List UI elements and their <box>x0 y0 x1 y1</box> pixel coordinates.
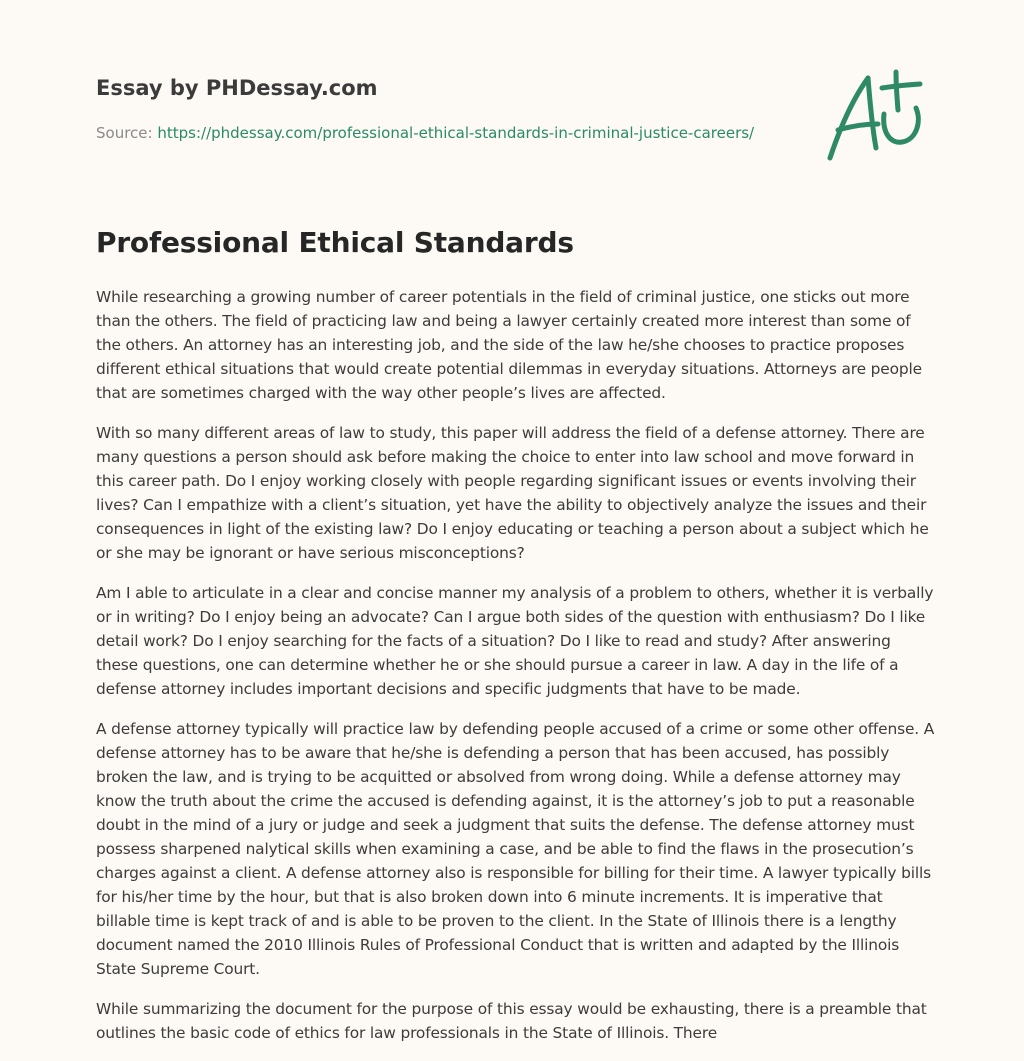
essay-paragraph: While researching a growing number of career potentials in the field of criminal justice, one sticks out more than the others. The field of practicing law and being a lawyer certainly created more interest than some of the others. An attorney has an interesting job, and the side of the law he/she chooses to practice proposes different ethical situations that would create potential dilemmas in everyday situations. Attorneys are people that are sometimes charged with the way other people’s lives are affected. <box>96 288 922 402</box>
essay-body <box>96 285 936 1061</box>
source-label: Source: <box>96 124 153 142</box>
essay-title: Professional Ethical Standards <box>96 226 574 259</box>
essay-paragraph: While summarizing the document for the purpose of this essay would be exhausting, there is a preamble that outlines the basic code of ethics for law professionals in the State of Illinois. There <box>96 1000 927 1042</box>
a-plus-logo-icon <box>820 68 932 164</box>
essay-paragraph: Am I able to articulate in a clear and concise manner my analysis of a problem to others, whether it is verbally or in writing? Do I enjoy being an advocate? Can I argue both sides of the question with enthusiasm? Do I like detail work? Do I enjoy searching for the facts of a situation? Do I like to read and study? After answering these questions, one can determine whether he or she should pursue a career in law. A day in the life of a defense attorney includes important decisions and specific judgments that have to be made. <box>96 584 934 698</box>
essay-paragraph: With so many different areas of law to study, this paper will address the field of a defense attorney. There are many questions a person should ask before making the choice to enter into law school and move forward in this career path. Do I enjoy working closely with people regarding significant issues or events involving their lives? Can I empathize with a client’s situation, yet have the ability to objectively analyze the issues and their consequences in light of the existing law? Do I enjoy educating or teaching a person about a subject which he or she may be ignorant or have serious misconceptions? <box>96 424 929 562</box>
source-link[interactable]: https://phdessay.com/professional-ethical-standards-in-criminal-justice-careers/ <box>157 124 755 142</box>
essay-paragraph: A defense attorney typically will practice law by defending people accused of a crime or some other offense. A defense attorney has to be aware that he/she is defending a person that has been accused, has possibly broken the law, and is trying to be acquitted or absolved from wrong doing. While a defense attorney may know the truth about the crime the accused is defending against, it is the attorney’s job to put a reasonable doubt in the mind of a jury or judge and seek a judgment that suits the defense. The defense attorney must possess sharpened nalytical skills when examining a case, and be able to find the flaws in the prosecution’s charges against a client. A defense attorney also is responsible for billing for their time. A lawyer typically bills for his/her time by the hour, but that is also broken down into 6 minute increments. It is imperative that billable time is kept track of and is able to be proven to the client. In the State of Illinois there is a lengthy document named the 2010 Illinois Rules of Professional Conduct that is written and adapted by the Illinois State Supreme Court. <box>96 720 935 978</box>
source-line <box>96 124 754 142</box>
site-brand: Essay by PHDessay.com <box>96 76 378 100</box>
